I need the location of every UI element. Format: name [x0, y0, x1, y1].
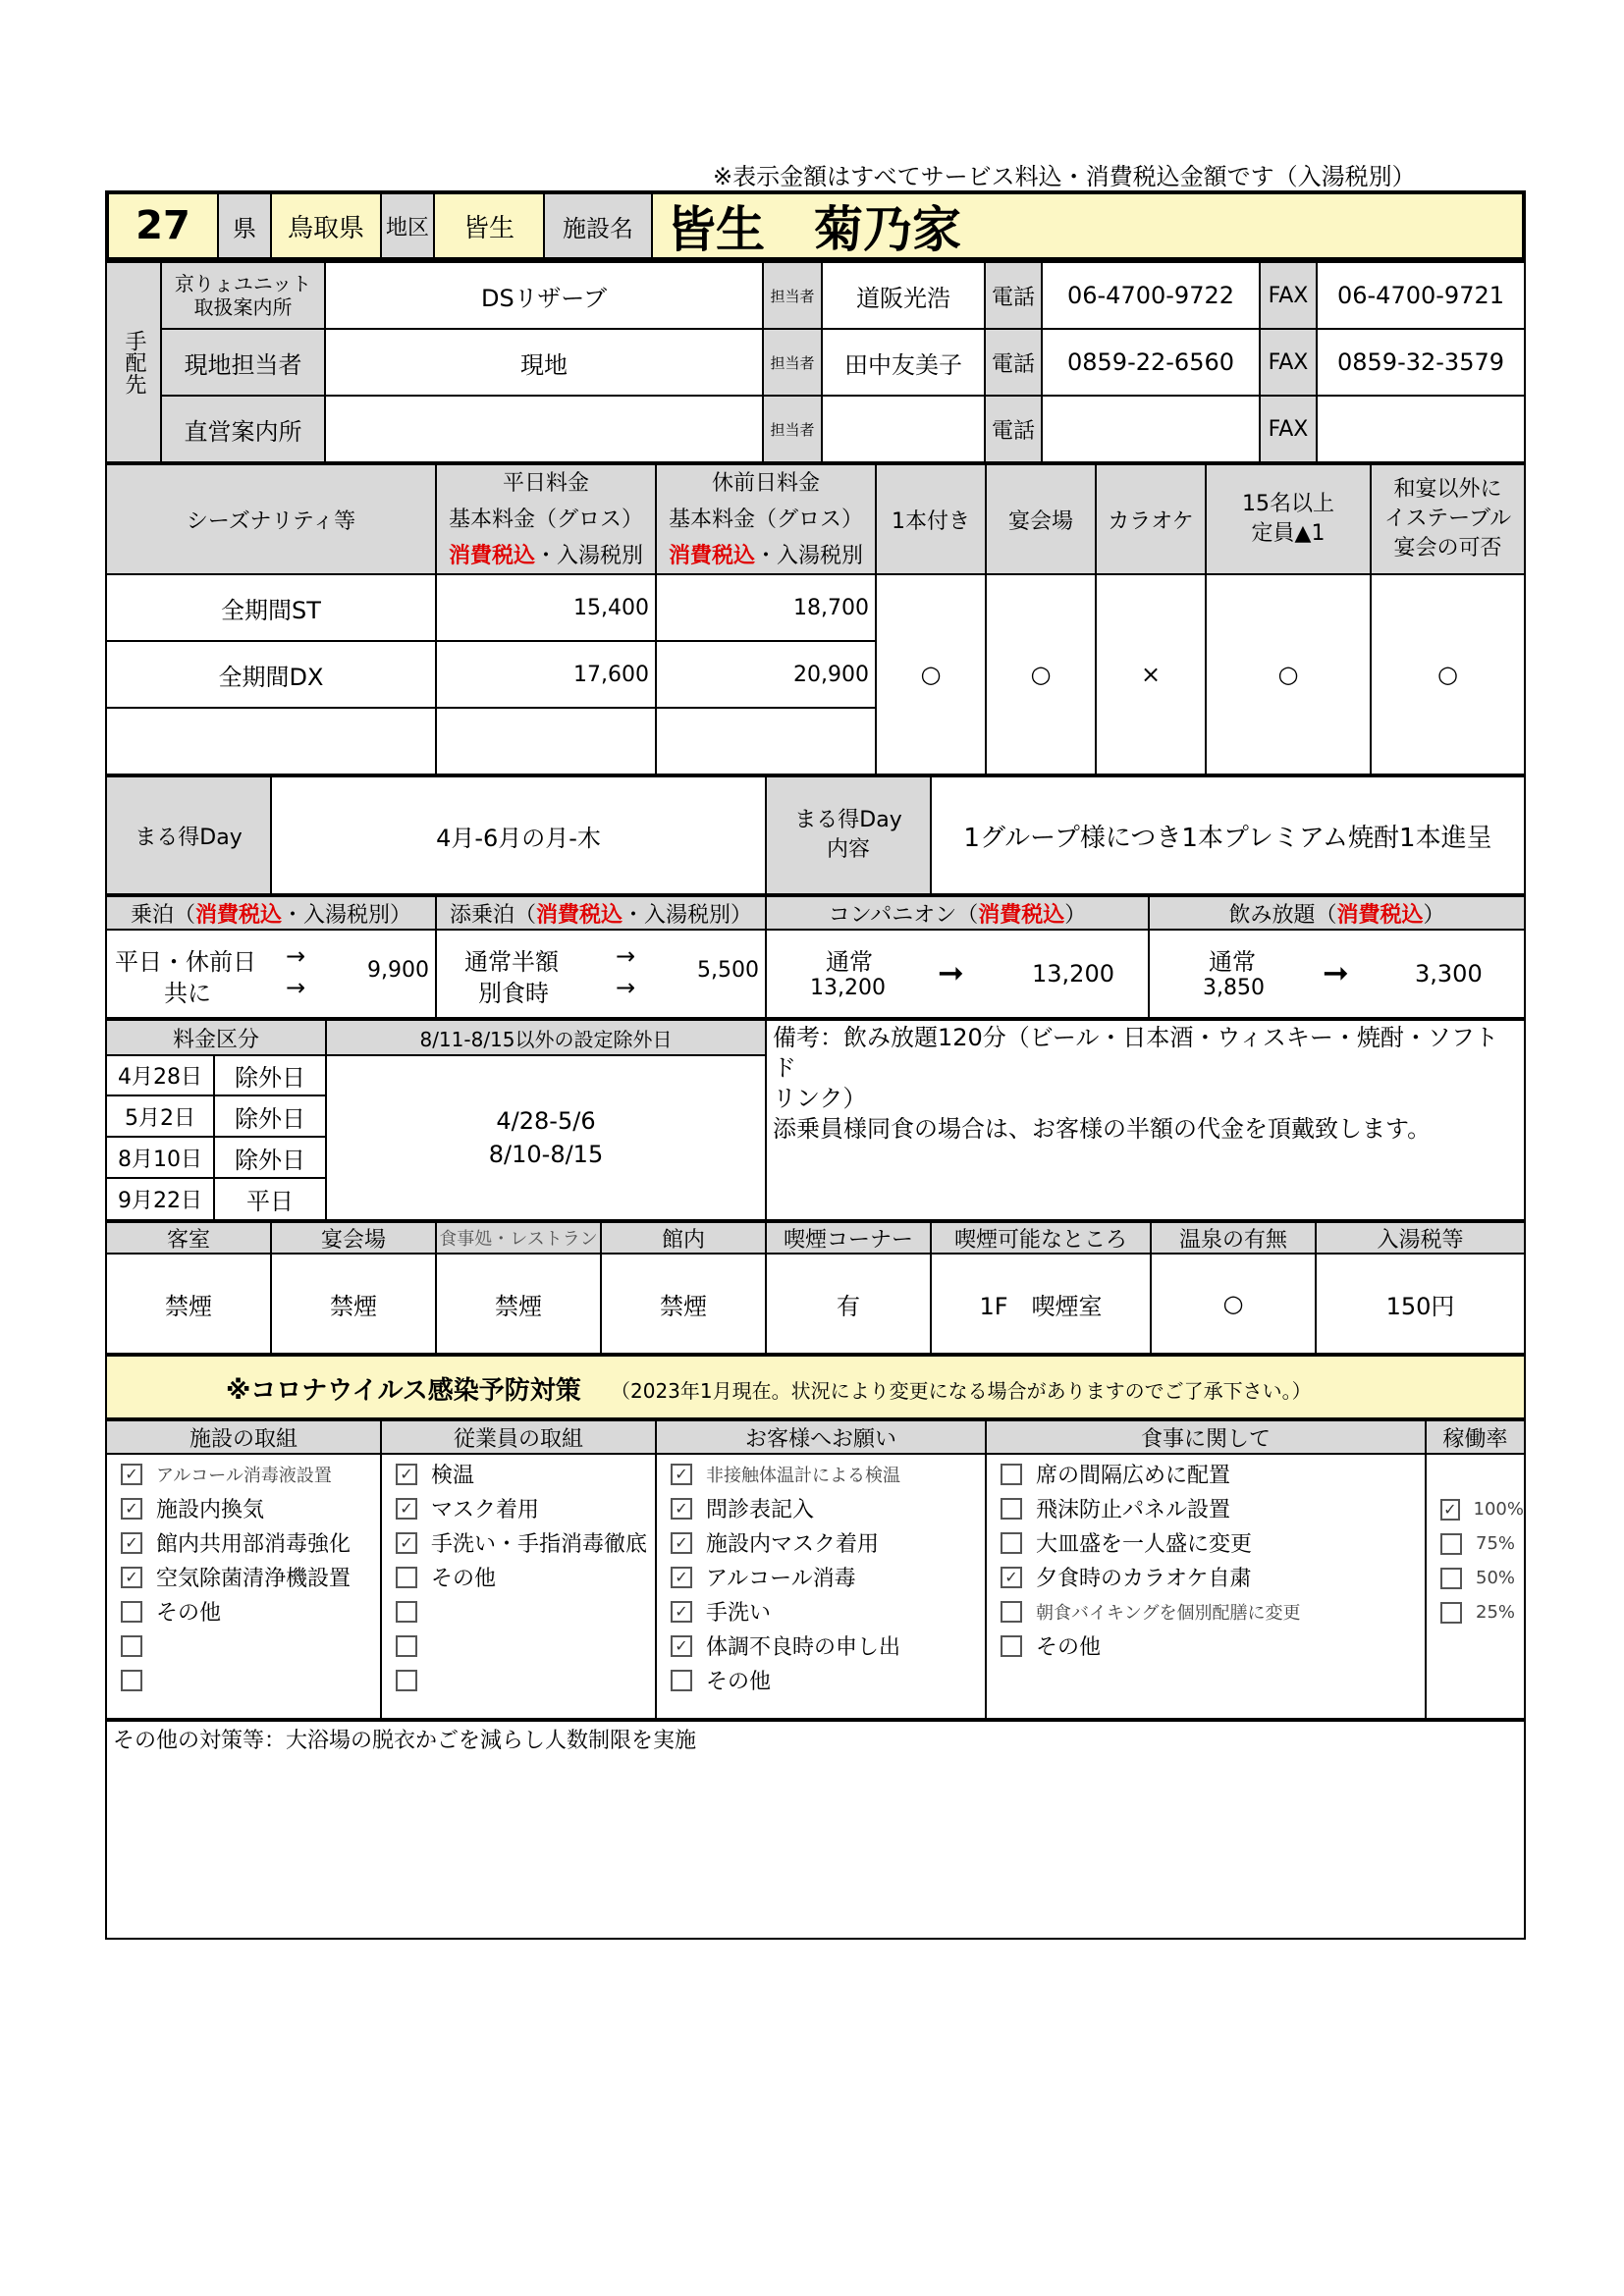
facility-label: 館内共用部消毒強化	[156, 1532, 352, 1557]
checkbox[interactable]: ✓	[396, 1498, 417, 1520]
holiday-rate-2	[657, 709, 877, 774]
checkbox[interactable]: ✓	[396, 1532, 417, 1554]
facility-item	[121, 1525, 380, 1560]
weekday-rate-2	[437, 709, 657, 774]
contact-name-0: DSリザーブ	[326, 263, 764, 330]
staff-label: マスク着用	[431, 1498, 540, 1522]
col-karaoke: カラオケ	[1097, 465, 1207, 575]
col-guest-header: お客様へお願い	[657, 1421, 987, 1455]
exclusion-type-1: 除外日	[215, 1096, 327, 1138]
checkbox[interactable]	[121, 1601, 142, 1623]
contact-tel-0: 06-4700-9722	[1043, 263, 1261, 330]
meal-label: 飛沫防止パネル設置	[1036, 1498, 1231, 1522]
season-header: シーズナリティ等	[107, 465, 437, 575]
checkbox[interactable]	[396, 1601, 417, 1623]
nomihodai-header: 飲み放題（ 消費税込 ）	[1150, 897, 1524, 931]
smoking-header-7: 入湯税等	[1317, 1223, 1524, 1255]
checkbox[interactable]: ✓	[671, 1635, 692, 1657]
staff-item	[396, 1594, 655, 1629]
facility-item	[121, 1594, 380, 1629]
fax-label-1: FAX	[1261, 330, 1318, 397]
guest-label: 非接触体温計による検温	[706, 1465, 900, 1486]
guest-item	[671, 1525, 985, 1560]
checkbox[interactable]	[1001, 1635, 1022, 1657]
rate-label: 50%	[1476, 1568, 1516, 1588]
corona-title: ※コロナウイルス感染予防対策	[226, 1376, 581, 1406]
arrow-icon: →	[286, 942, 306, 970]
val-1hon: ○	[877, 575, 987, 774]
staff-label: 手洗い・手指消毒徹底	[431, 1532, 648, 1557]
facility-label: 施設内換気	[156, 1498, 265, 1522]
facility-item	[121, 1629, 380, 1663]
soejou-cell	[437, 931, 767, 1017]
facility-item	[121, 1560, 380, 1594]
arrow-right-icon: ➞	[1323, 954, 1349, 991]
soejou-line1: 通常半額	[464, 948, 559, 976]
staff-label: その他	[431, 1567, 497, 1591]
exclusion-date-0: 4月28日	[107, 1056, 215, 1096]
smoking-value-1: 禁煙	[272, 1255, 437, 1353]
rate-label: 75%	[1476, 1533, 1516, 1554]
guest-label: 手洗い	[706, 1601, 772, 1626]
contact-fax-0: 06-4700-9721	[1318, 263, 1524, 330]
col-banquet: 宴会場	[987, 465, 1097, 575]
checkbox[interactable]	[121, 1635, 142, 1657]
rate-label: 100%	[1473, 1499, 1524, 1520]
checkbox[interactable]: ✓	[1440, 1499, 1460, 1521]
marutoku-content-label: まる得Day 内容	[767, 777, 932, 893]
weekday-rate-0: 15,400	[437, 575, 657, 642]
staff-label-2: 担当者	[764, 397, 823, 461]
soejou-line2: 別食時	[478, 980, 549, 1007]
meal-measures	[987, 1455, 1427, 1718]
facility-measures	[107, 1455, 382, 1718]
col-facility-header: 施設の取組	[107, 1421, 382, 1455]
checkbox[interactable]: ✓	[121, 1567, 142, 1588]
contact-fax-2	[1318, 397, 1524, 461]
companion-line2: 13,200	[810, 976, 886, 1000]
corona-note: （2023年1月現在。状況により変更になる場合がありますのでご了承下さい。）	[611, 1379, 1312, 1403]
staff-item	[396, 1525, 655, 1560]
checkbox[interactable]: ✓	[671, 1601, 692, 1623]
holiday-header: 休前日料金 基本料金（グロス） 消費税込・入湯税別	[657, 465, 877, 575]
col-rate-header: 稼働率	[1427, 1421, 1524, 1455]
meal-item	[1001, 1525, 1425, 1560]
col-meal-header: 食事に関して	[987, 1421, 1427, 1455]
smoking-value-2: 禁煙	[437, 1255, 602, 1353]
weekday-header: 平日料金 基本料金（グロス） 消費税込・入湯税別	[437, 465, 657, 575]
other-measures: その他の対策等：大浴場の脱衣かごを減らし人数制限を実施	[113, 1729, 697, 1753]
smoking-value-3: 禁煙	[602, 1255, 767, 1353]
meal-label: 大皿盛を一人盛に変更	[1036, 1532, 1253, 1557]
nomihodai-cell	[1150, 931, 1524, 1017]
smoking-value-0: 禁煙	[107, 1255, 272, 1353]
exclusion-type-0: 除外日	[215, 1056, 327, 1096]
exclusion-date-2: 8月10日	[107, 1138, 215, 1179]
guest-label: 体調不良時の申し出	[706, 1635, 901, 1660]
staff-label-1: 担当者	[764, 330, 823, 397]
area-label: 地区	[380, 194, 435, 257]
smoking-header-0: 客室	[107, 1223, 272, 1255]
marutoku-content: 1グループ様につき1本プレミアム焼酎1本進呈	[963, 823, 1492, 853]
arrow-right-icon: ➞	[938, 954, 964, 991]
checkbox[interactable]: ✓	[671, 1498, 692, 1520]
facility-label: 空気除菌清浄機設置	[156, 1567, 352, 1591]
rate-item	[1440, 1561, 1524, 1595]
season-row-1: 全期間DX	[107, 642, 437, 709]
guest-item	[671, 1663, 985, 1697]
checkbox[interactable]: ✓	[671, 1464, 692, 1485]
meal-item	[1001, 1629, 1425, 1663]
col-table-banquet: 和宴以外に イステーブル 宴会の可否	[1372, 465, 1524, 575]
guest-label: 問診表記入	[706, 1498, 815, 1522]
checkbox[interactable]	[1001, 1532, 1022, 1554]
guest-item	[671, 1629, 985, 1663]
companion-value: 13,200	[1032, 960, 1114, 988]
facility-label: 施設名	[543, 194, 653, 257]
setting-exclusion-header: 8/11-8/15以外の設定除外日	[327, 1021, 767, 1056]
contact-fax-1: 0859-32-3579	[1318, 330, 1524, 397]
guest-item	[671, 1491, 985, 1525]
tel-label-1: 電話	[986, 330, 1043, 397]
staff-item	[396, 1663, 655, 1697]
rate-label: 25%	[1476, 1602, 1516, 1623]
meal-label: その他	[1036, 1635, 1102, 1660]
facility-label: その他	[156, 1601, 222, 1626]
meal-label: 夕食時のカラオケ自粛	[1036, 1567, 1252, 1591]
exclusion-type-3: 平日	[215, 1179, 327, 1219]
staff-item	[396, 1491, 655, 1525]
rate-item	[1440, 1492, 1524, 1526]
checkbox[interactable]: ✓	[121, 1532, 142, 1554]
val-karaoke: ×	[1097, 575, 1207, 774]
val-banquet: ○	[987, 575, 1097, 774]
contact-tel-2	[1043, 397, 1261, 461]
occupancy-rate	[1427, 1455, 1524, 1718]
smoking-header-5: 喫煙可能なところ	[932, 1223, 1152, 1255]
arrow-icon: →	[616, 942, 636, 970]
smoking-value-5: 1F 喫煙室	[932, 1255, 1152, 1353]
contact-name-2	[326, 397, 764, 461]
smoking-value-4: 有	[767, 1255, 932, 1353]
checkbox[interactable]	[1001, 1464, 1022, 1485]
checkbox[interactable]	[396, 1567, 417, 1588]
checkbox[interactable]	[1001, 1498, 1022, 1520]
meal-item	[1001, 1457, 1425, 1491]
soejou-value: 5,500	[697, 958, 759, 983]
checkbox[interactable]	[671, 1670, 692, 1691]
jouhaku-line2: 共に	[164, 980, 211, 1007]
companion-header: コンパニオン（ 消費税込 ）	[767, 897, 1150, 931]
tel-label-2: 電話	[986, 397, 1043, 461]
checkbox[interactable]: ✓	[121, 1498, 142, 1520]
smoking-value-7: 150円	[1385, 1292, 1455, 1320]
nomihodai-value: 3,300	[1415, 960, 1483, 988]
checkbox[interactable]	[1440, 1568, 1462, 1589]
col-1hon: 1本付き	[877, 465, 987, 575]
jouhaku-line1: 平日・休前日	[115, 948, 256, 976]
contact-tel-1: 0859-22-6560	[1043, 330, 1261, 397]
facility-name: 皆生 菊乃家	[667, 201, 961, 258]
season-row-0: 全期間ST	[107, 575, 437, 642]
contact-staff-1: 田中友美子	[823, 330, 986, 397]
val-table-banquet: ○	[1437, 661, 1458, 688]
meal-item	[1001, 1491, 1425, 1525]
facility-label: アルコール消毒液設置	[156, 1465, 332, 1486]
staff-item	[396, 1560, 655, 1594]
checkbox[interactable]: ✓	[396, 1464, 417, 1485]
guest-label: その他	[706, 1670, 772, 1694]
notice-text: ※表示金額はすべてサービス料込・消費税込金額です（入湯税別）	[713, 163, 1416, 190]
contact-staff-0: 道阪光浩	[823, 263, 986, 330]
staff-measures	[382, 1455, 657, 1718]
staff-item	[396, 1629, 655, 1663]
checkbox[interactable]	[1440, 1533, 1462, 1555]
exclusion-type-2: 除外日	[215, 1138, 327, 1179]
checkbox[interactable]	[396, 1670, 417, 1691]
checkbox[interactable]: ✓	[671, 1567, 692, 1588]
checkbox[interactable]: ✓	[671, 1532, 692, 1554]
checkbox[interactable]: ✓	[1001, 1567, 1022, 1588]
jouhaku-value: 9,900	[367, 958, 429, 983]
smoking-header-1: 宴会場	[272, 1223, 437, 1255]
tel-label-0: 電話	[986, 263, 1043, 330]
season-row-2	[107, 709, 437, 774]
facility-item	[121, 1491, 380, 1525]
prefecture-name: 鳥取県	[287, 213, 364, 243]
contact-label-0: 京りょユニット 取扱案内所	[162, 263, 326, 330]
exclusion-date-3: 9月22日	[107, 1179, 215, 1219]
facility-item	[121, 1457, 380, 1491]
checkbox[interactable]	[121, 1670, 142, 1691]
guest-label: 施設内マスク着用	[706, 1532, 880, 1557]
smoking-header-6: 温泉の有無	[1152, 1223, 1317, 1255]
area-name: 皆生	[462, 213, 514, 243]
companion-cell	[767, 931, 1150, 1017]
guest-measures	[657, 1455, 987, 1718]
guest-item	[671, 1560, 985, 1594]
prefecture-label: 県	[217, 194, 272, 257]
smoking-header-4: 喫煙コーナー	[767, 1223, 932, 1255]
contact-staff-2	[823, 397, 986, 461]
facility-item	[121, 1663, 380, 1697]
holiday-rate-1: 20,900	[657, 642, 877, 709]
nomihodai-line2: 3,850	[1203, 976, 1265, 1000]
smoking-header-2: 食事処・レストラン	[437, 1223, 602, 1255]
meal-item	[1001, 1594, 1425, 1629]
contact-label-1: 現地担当者	[162, 330, 326, 397]
col-15people: 15名以上 定員▲1	[1207, 465, 1372, 575]
jouhaku-cell	[107, 931, 437, 1017]
arrow-icon: →	[616, 974, 636, 1001]
prefecture-no: 27	[135, 203, 190, 248]
remarks-text: 備考：飲み放題120分（ビール・日本酒・ウィスキー・焼酎・ソフトド リンク） 添乗員様同食の場合は、お客様の半額の代金を頂戴致します。	[773, 1024, 1498, 1143]
smoking-header-3: 館内	[602, 1223, 767, 1255]
meal-item	[1001, 1560, 1425, 1594]
marutoku-value: 4月-6月の月-木	[272, 777, 767, 893]
val-15people: ○	[1207, 575, 1372, 774]
holiday-rate-0: 18,700	[657, 575, 877, 642]
contact-label-2: 直営案内所	[162, 397, 326, 461]
marutoku-label: まる得Day	[107, 777, 272, 893]
staff-label-0: 担当者	[764, 263, 823, 330]
guest-item	[671, 1457, 985, 1491]
fax-label-2: FAX	[1261, 397, 1318, 461]
arrange-side-label: 手配先	[107, 263, 162, 461]
soejou-header: 添乗泊（ 消費税込 ・入湯税別）	[437, 897, 767, 931]
staff-label: 検温	[431, 1464, 475, 1488]
checkbox[interactable]	[1440, 1602, 1462, 1624]
jouhaku-header: 乗泊（ 消費税込 ・入湯税別）	[107, 897, 437, 931]
arrow-icon: →	[286, 974, 306, 1001]
checkbox[interactable]	[396, 1635, 417, 1657]
meal-label: 席の間隔広めに配置	[1036, 1464, 1231, 1488]
col-staff-header: 従業員の取組	[382, 1421, 657, 1455]
rate-item	[1440, 1595, 1524, 1629]
setting-exclusion-dates: 4/28-5/6 8/10-8/15	[327, 1056, 767, 1219]
weekday-rate-1: 17,600	[437, 642, 657, 709]
meal-label: 朝食バイキングを個別配膳に変更	[1036, 1602, 1301, 1624]
checkbox[interactable]: ✓	[121, 1464, 142, 1485]
fax-label-0: FAX	[1261, 263, 1318, 330]
rate-item	[1440, 1526, 1524, 1561]
companion-line1: 通常	[826, 948, 873, 976]
guest-item	[671, 1594, 985, 1629]
exclusion-date-1: 5月2日	[107, 1096, 215, 1138]
smoking-value-6: ○	[1152, 1255, 1317, 1353]
checkbox[interactable]	[1001, 1601, 1022, 1623]
rate-class-header: 料金区分	[107, 1021, 327, 1056]
nomihodai-line1: 通常	[1209, 948, 1256, 976]
staff-item	[396, 1457, 655, 1491]
contact-name-1: 現地	[326, 330, 764, 397]
guest-label: アルコール消毒	[706, 1567, 856, 1591]
